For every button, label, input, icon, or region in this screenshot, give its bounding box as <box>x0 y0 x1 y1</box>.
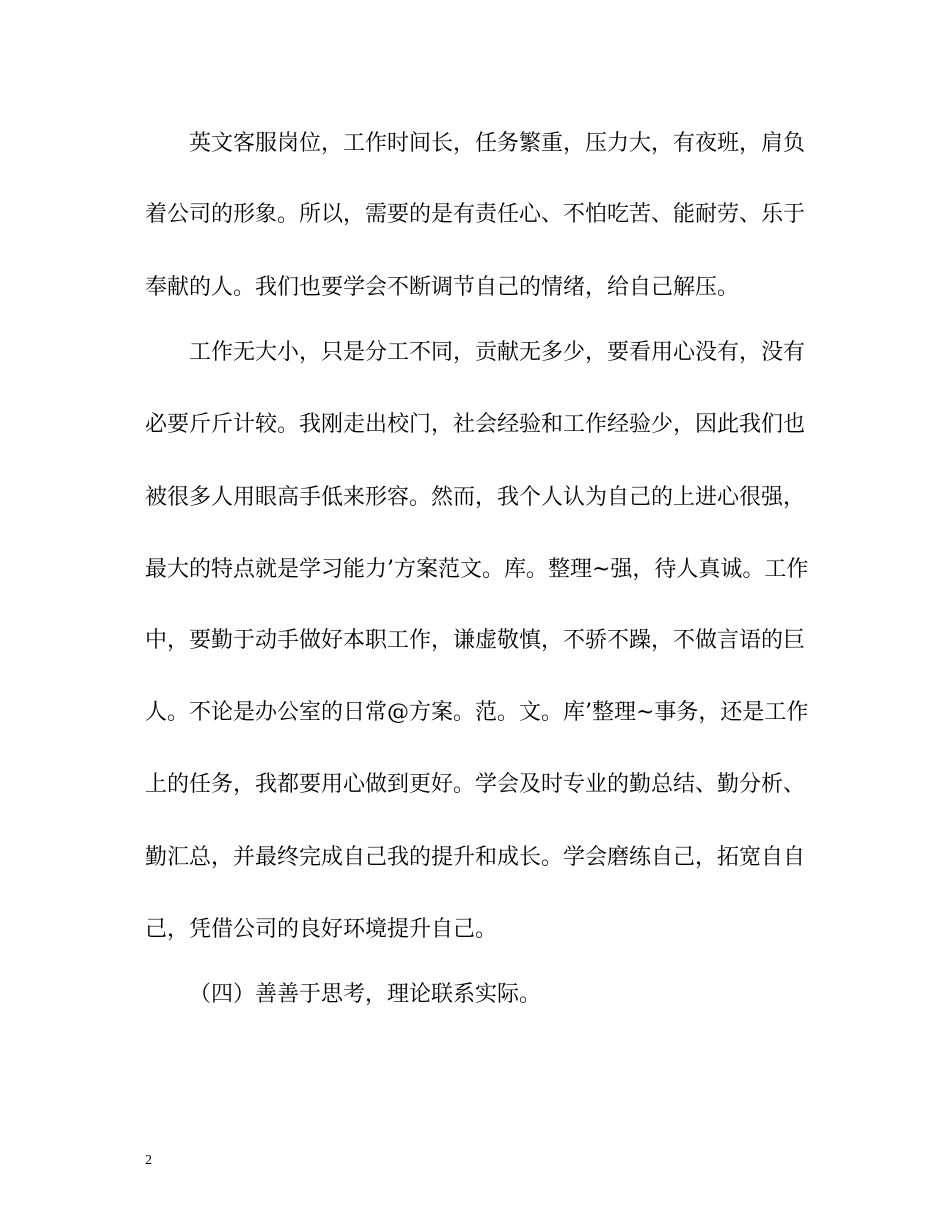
paragraph-1-line-1: 英文客服岗位，工作时间长，任务繁重，压力大，有夜班，肩负 <box>189 131 806 156</box>
paragraph-2-line-7: 上的任务，我都要用心做到更好。学会及时专业的勤总结、勤分析、 <box>145 772 806 797</box>
paragraph-2-line-6: 人。不论是办公室的日常@方案。范。文。库’整理~事务，还是工作 <box>145 700 809 725</box>
paragraph-1-line-3: 奉献的人。我们也要学会不断调节自己的情绪，给自己解压。 <box>145 275 740 300</box>
paragraph-2-line-1: 工作无大小，只是分工不同，贡献无多少，要看用心没有，没有 <box>189 340 806 365</box>
paragraph-2-line-3: 被很多人用眼高手低来形容。然而，我个人认为自己的上进心很强， <box>145 485 806 510</box>
paragraph-2-line-4: 最大的特点就是学习能力’方案范文。库。整理~强，待人真诚。工作 <box>145 557 809 582</box>
paragraph-2-line-2: 必要斤斤计较。我刚走出校门，社会经验和工作经验少，因此我们也 <box>145 412 806 437</box>
paragraph-2-line-9: 己，凭借公司的良好环境提升自己。 <box>145 917 498 942</box>
section-heading-4: （四）善善于思考，理论联系实际。 <box>189 982 542 1007</box>
paragraph-2-line-8: 勤汇总，并最终完成自己我的提升和成长。学会磨练自己，拓宽自自 <box>145 845 806 870</box>
page-number: 2 <box>145 1153 152 1168</box>
paragraph-2-line-5: 中，要勤于动手做好本职工作，谦虚敬慎，不骄不躁，不做言语的巨 <box>145 628 806 653</box>
paragraph-1-line-2: 着公司的形象。所以，需要的是有责任心、不怕吃苦、能耐劳、乐于 <box>145 202 806 227</box>
